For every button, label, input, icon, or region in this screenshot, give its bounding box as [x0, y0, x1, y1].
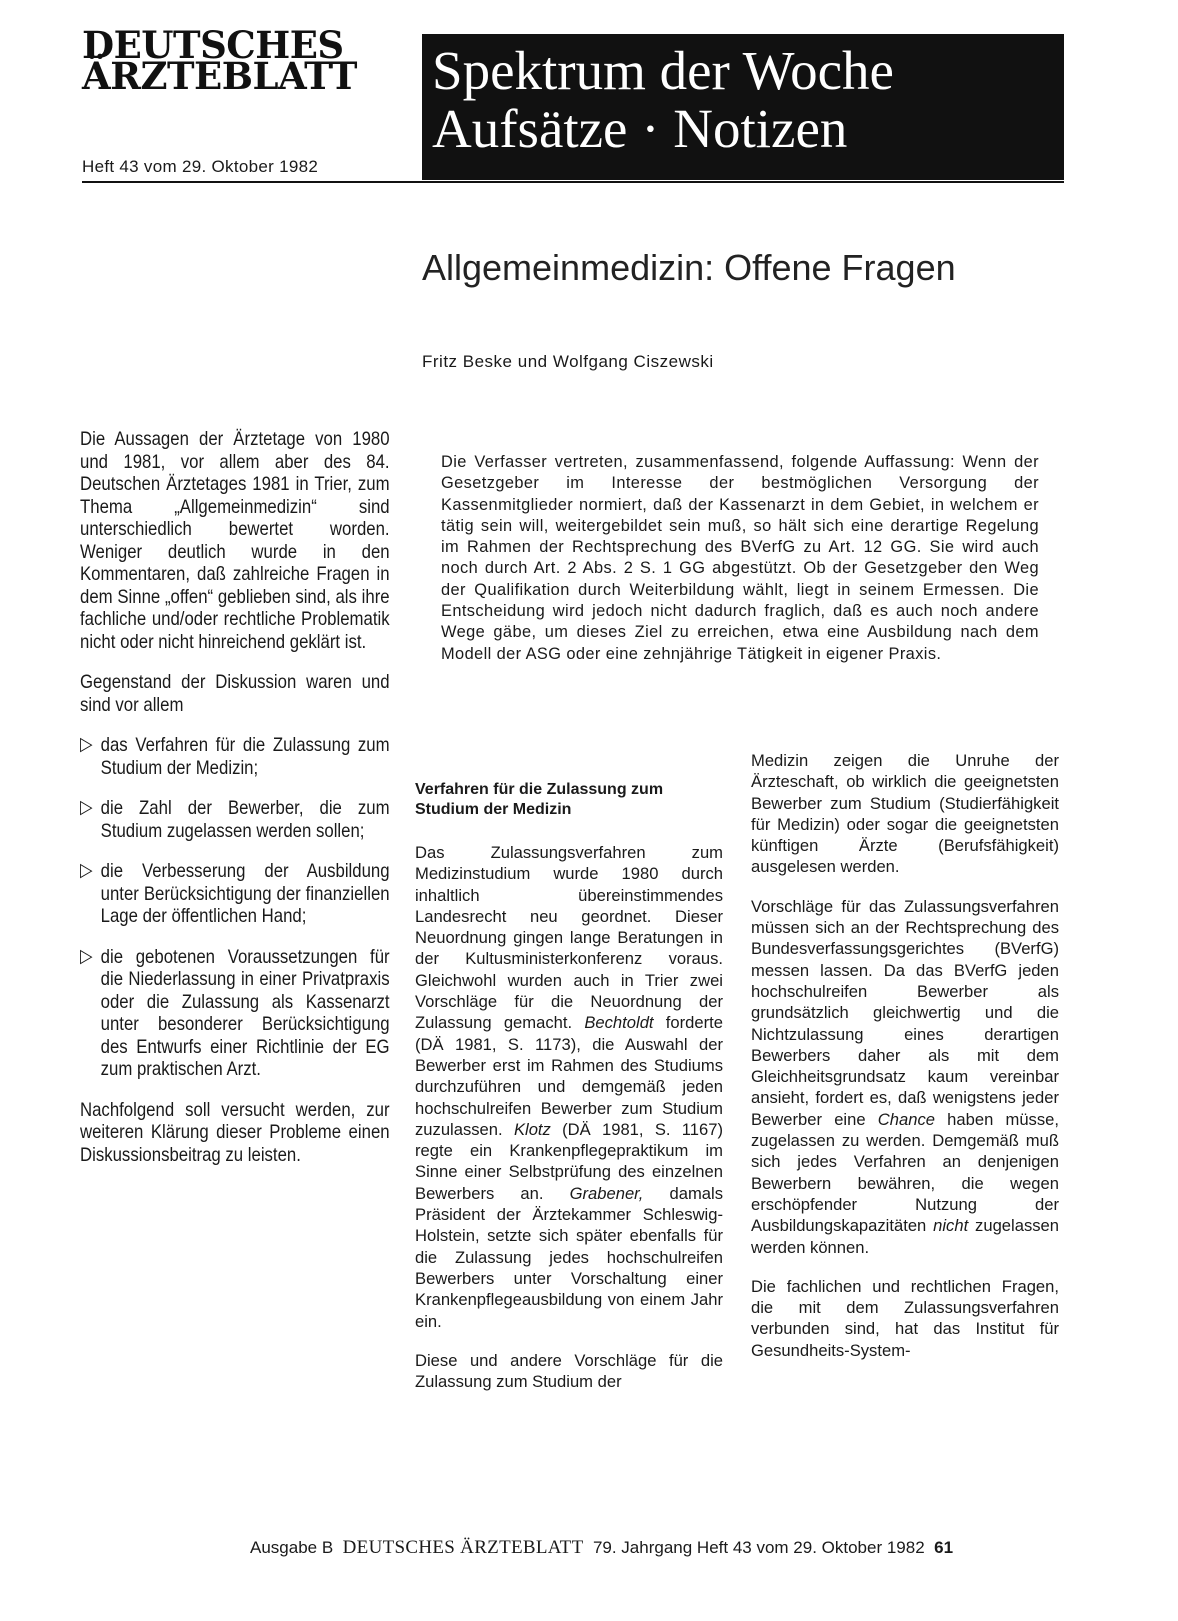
author-name: Klotz [513, 1119, 551, 1139]
body-column-1 [415, 780, 723, 1410]
author-name: Bechtoldt [584, 1013, 654, 1033]
triangle-bullet-icon: ▷ [80, 860, 93, 881]
list-item-text: die gebotenen Voraussetzungen für die Niederlassung in einer Privatpraxis oder die Zulassung als Kassenarzt unter besonderer Berücksichtigung des Entwurfs einer Richtlinie der EG zum praktischen Arzt. [100, 945, 390, 1080]
intro-paragraph-2: Gegenstand der Diskussion waren und sind vor allem [80, 671, 390, 716]
article-title: Allgemeinmedizin: Offene Fragen [422, 247, 956, 288]
body-paragraph: Das Zulassungsverfahren zum Medizinstudium wurde 1980 durch inhaltlich übereinstimmendes Landesrecht neu geordnet. Dieser Neuordnung gingen lange Beratungen in der Kultusministerkonferenz voraus. Gleichwohl wurden auch in Trier zwei Vorschläge für die Neuordnung der Zulassung gemacht. Bechtoldt forderte (DÄ 1981, S. 1173), die Auswahl der Bewerber erst im Rahmen des Studiums durchzuführen und demgemäß jeden hochschulreifen Bewerber zum Studium zuzulassen. Klotz (DÄ 1981, S. 1167) regte ein Krankenpflegepraktikum im Sinne einer Selbstprüfung des einzelnen Bewerbers an. Grabener, damals Präsident der Ärztekammer Schleswig-Holstein, setzte sich später ebenfalls für die Zulassung jedes hochschulreifen Bewerbers unter Vorschaltung einer Krankenpflegeausbildung von einem Jahr ein. [415, 843, 723, 1331]
body-paragraph: Die fachlichen und rechtlichen Fragen, die mit dem Zulassungsverfahren verbunden sind, hat das Institut für Gesundheits-System- [751, 1276, 1059, 1360]
body-paragraph: Diese und andere Vorschläge für die Zulassung zum Studium der [415, 1350, 723, 1392]
list-item [80, 860, 390, 928]
article-authors: Fritz Beske und Wolfgang Ciszewski [422, 352, 714, 371]
emphasis: Chance [877, 1109, 935, 1129]
list-item [80, 734, 390, 779]
page-number: 61 [934, 1538, 954, 1557]
section-banner [422, 34, 1064, 180]
body-column-2 [751, 750, 1059, 1379]
footer-edition: Ausgabe B [250, 1538, 334, 1557]
banner-line-2: Aufsätze · Notizen [432, 98, 848, 159]
intro-paragraph-1: Die Aussagen der Ärztetage von 1980 und 1981, vor allem aber des 84. Deutschen Ärztetages 1981 in Trier, zum Thema „Allgemeinmedizin“ sind unterschiedlich bewertet worden. Weniger deutlich wurde in den Kommentaren, daß zahlreiche Fragen in dem Sinne „offen“ geblieben sind, als ihre fachliche und/oder rechtliche Problematik nicht oder nicht hinreichend geklärt ist. [80, 428, 390, 653]
journal-logo [82, 23, 412, 98]
intro-paragraph-3: Nachfolgend soll versucht werden, zur weiteren Klärung dieser Probleme einen Diskussionsbeitrag zu leisten. [80, 1098, 390, 1166]
logo-line-1: DEUTSCHES [82, 23, 344, 67]
list-item-text: die Zahl der Bewerber, die zum Studium zugelassen werden sollen; [100, 797, 390, 842]
list-item-text: das Verfahren für die Zulassung zum Studium der Medizin; [100, 734, 390, 779]
issue-date: Heft 43 vom 29. Oktober 1982 [82, 157, 319, 176]
triangle-bullet-icon: ▷ [80, 797, 93, 818]
logo-line-2: ÄRZTEBLATT [82, 54, 357, 98]
triangle-bullet-icon: ▷ [80, 945, 93, 967]
list-item [80, 946, 390, 1081]
body-paragraph: Medizin zeigen die Unruhe der Ärzteschaft, ob wirklich die geeignetsten Bewerber zum Studium (Studierfähigkeit für Medizin) oder sogar die geeignetsten künftigen Ärzte (Berufsfähigkeit) ausgelesen werden. [751, 751, 1059, 877]
header-rule [82, 181, 1064, 183]
triangle-bullet-icon: ▷ [80, 734, 93, 755]
footer-volume: 79. Jahrgang Heft 43 vom 29. Oktober 1982 [592, 1538, 925, 1557]
author-name: Grabener, [569, 1183, 644, 1203]
banner-line-1: Spektrum der Woche [432, 40, 894, 101]
list-item-text: die Verbesserung der Ausbildung unter Berücksichtigung der finanziellen Lage der öffentlichen Hand; [100, 860, 390, 927]
page-footer [250, 1537, 953, 1559]
list-item [80, 797, 390, 842]
intro-column [80, 428, 390, 1184]
summary-abstract: Die Verfasser vertreten, zusammenfassend, folgende Auffassung: Wenn der Gesetzgeber im Interesse der bestmöglichen Versorgung der Kassenmitglieder normiert, daß der Kassenarzt in dem Gebiet, in welchem er tätig sein will, weitergebildet sein muß, so hält sich eine derartige Regelung im Rahmen der Rechtsprechung des BVerfG zu Art. 12 GG. Sie wird auch noch durch Art. 2 Abs. 2 S. 1 GG abgestützt. Ob der Gesetzgeber den Weg der Qualifikation durch Weiterbildung wählt, liegt in seinem Ermessen. Die Entscheidung wird jedoch nicht dadurch fraglich, daß es auch noch andere Wege gäbe, um dieses Ziel zu erreichen, etwa eine Ausbildung nach dem Modell der ASG oder eine zehnjährige Tätigkeit in eigener Praxis. [441, 453, 1039, 663]
body-paragraph: Vorschläge für das Zulassungsverfahren müssen sich an der Rechtsprechung des Bundesverfassungsgerichtes (BVerfG) messen lassen. Da das BVerfG jeden hochschulreifen Bewerber als grundsätzlich gleichwertig und die Nichtzulassung eines derartigen Bewerbers daher als mit dem Gleichheitsgrundsatz kaum vereinbar ansieht, fordert es, daß wenigstens jeder Bewerber eine Chance haben müsse, zugelassen zu werden. Demgemäß muß sich jedes Verfahren an denjenigen Bewerbern bewähren, die wegen erschöpfender Nutzung der Ausbildungskapazitäten nicht zugelassen werden können. [751, 896, 1060, 1257]
footer-journal: DEUTSCHES ÄRZTEBLATT [342, 1537, 584, 1558]
emphasis: nicht [933, 1216, 969, 1236]
section-subheading: Verfahren für die Zulassung zum Studium der Medizin [415, 781, 664, 818]
